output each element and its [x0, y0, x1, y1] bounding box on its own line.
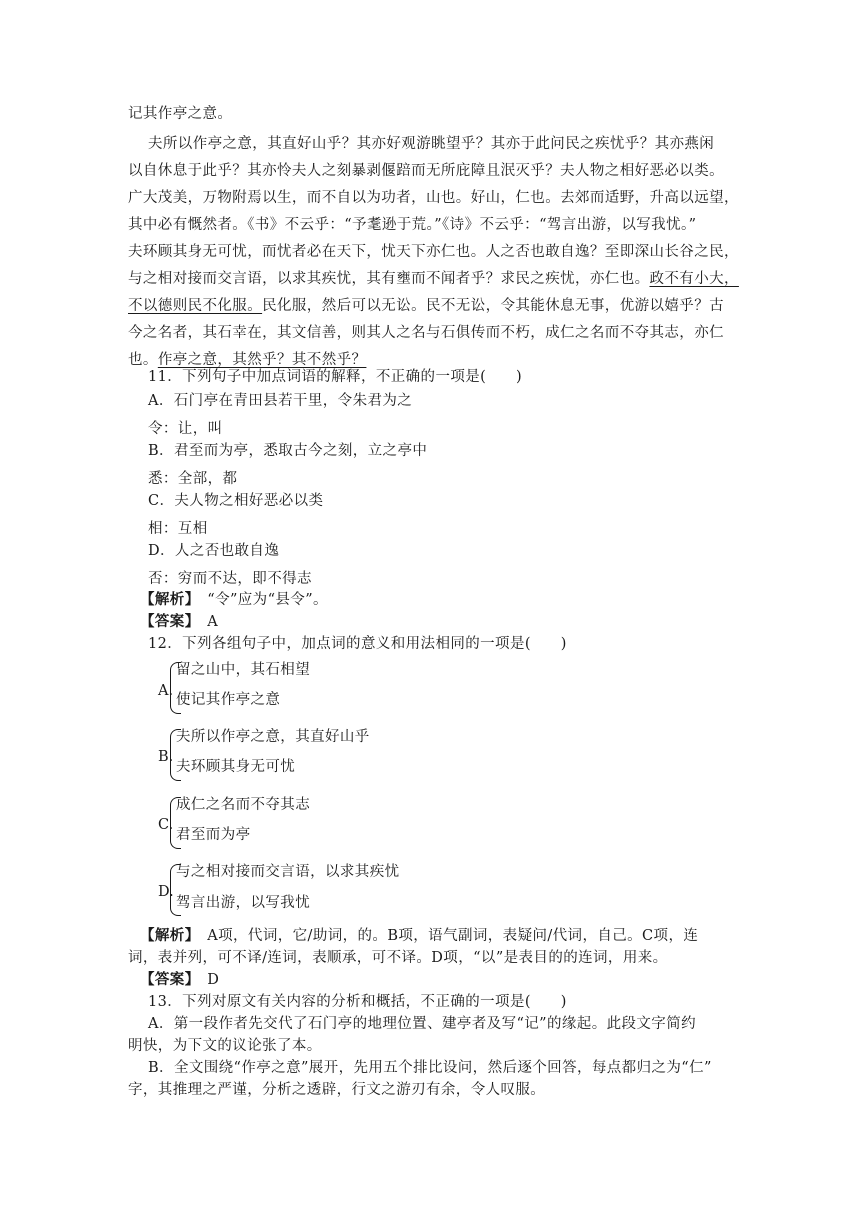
- answer-text: D: [192, 972, 220, 988]
- option-sentence: 驾言出游，以写我忧: [176, 895, 311, 911]
- passage-line: 夫环顾其身无可忧，而忧者必在天下，忧天下亦仁也。人之否也敢自逸？至即深山长谷之民，: [128, 244, 739, 260]
- option-a: A．第一段作者先交代了石门亭的地理位置、建亭者及写“记”的缘起。此段文字简约: [148, 1016, 696, 1032]
- option-a-continued: 明快，为下文的议论张了本。: [128, 1038, 322, 1054]
- answer-label: 【答案】: [140, 971, 193, 988]
- option-sentence: 成仁之名而不夺其志: [176, 797, 311, 813]
- analysis: [140, 589, 750, 611]
- option-b-continued: 字，其推理之严谨，分析之透辟，行文之游刃有余，令人叹服。: [128, 1082, 546, 1098]
- passage-text: 民化服，然后可以无讼。民不无讼，令其能休息无事，优游以嬉乎？古: [262, 298, 725, 314]
- option-label: B.: [158, 749, 174, 765]
- passage-line: [128, 268, 738, 290]
- option-sentence: 夫环顾其身无可忧: [176, 759, 296, 775]
- option-c: C．夫人物之相好恶必以类: [148, 493, 324, 509]
- passage-text: 与之相对接而交言语，以求其疾忧，其有壅而不闻者乎？求民之疾忧，亦仁也。: [128, 271, 650, 287]
- passage-line: 其中必有慨然者。《书》不云乎：“予耄逊于荒。”《诗》不云乎：“驾言出游，以写我忧。”: [128, 217, 697, 233]
- question-stem: 12．下列各组句子中，加点词的意义和用法相同的一项是( ): [148, 636, 567, 652]
- option-b: B．君至而为亭，悉取古今之刻，立之亭中: [148, 443, 428, 459]
- option-a-explanation: 令：让，叫: [148, 421, 223, 437]
- analysis-text: “令”应为“县令”。: [192, 592, 328, 608]
- option-d: D．人之否也敢自逸: [148, 543, 280, 559]
- underlined-sentence: 不以德则民不化服。: [128, 298, 263, 314]
- underlined-sentence: 作亭之意，其然乎？其不然乎？: [157, 352, 367, 368]
- answer: [140, 969, 750, 991]
- option-sentence: 君至而为亭: [176, 827, 251, 843]
- option-d-explanation: 否：穷而不达，即不得志: [148, 571, 312, 587]
- passage-line: 以自休息于此乎？其亦怜夫人之刻暴剥偃踣而无所庇障且泯灭乎？夫人物之相好恶必以类。: [128, 163, 724, 179]
- answer: [140, 611, 750, 633]
- analysis-continued: 词，表并列，可不译/连词，表顺承，可不译。D项，“以”是表目的的连词，用来。: [128, 950, 668, 966]
- passage-text: 也。: [128, 352, 158, 368]
- question-stem: 11．下列句子中加点词语的解释，不正确的一项是( ): [148, 369, 523, 385]
- option-b-explanation: 悉：全部，都: [148, 471, 238, 487]
- option-a: A．石门亭在青田县若干里，令朱君为之: [148, 393, 413, 409]
- answer-text: A: [192, 614, 219, 630]
- answer-label: 【答案】: [140, 613, 193, 630]
- option-sentence: 使记其作亭之意: [176, 692, 281, 708]
- option-c-explanation: 相：互相: [148, 521, 208, 537]
- option-label: D.: [158, 884, 174, 900]
- passage-line: 今之名者，其石幸在，其文信善，则其人之名与石俱传而不朽，成仁之名而不夺其志，亦仁: [128, 325, 724, 341]
- option-b: B．全文围绕“作亭之意”展开，先用五个排比设问，然后逐个回答，每点都归之为“仁”: [148, 1060, 712, 1076]
- analysis: [140, 925, 750, 947]
- option-label: A.: [158, 683, 174, 699]
- option-label: C.: [158, 817, 174, 833]
- passage-line: 记其作亭之意。: [128, 106, 233, 122]
- analysis-label: 【解析】: [140, 927, 193, 944]
- analysis-text: A项，代词，它/助词，的。B项，语气副词，表疑问/代词，自己。C项，连: [192, 928, 699, 944]
- passage-line: [128, 295, 738, 317]
- question-stem: 13．下列对原文有关内容的分析和概括，不正确的一项是( ): [148, 994, 567, 1010]
- option-sentence: 留之山中，其石相望: [176, 662, 311, 678]
- passage-line: 夫所以作亭之意，其直好山乎？其亦好观游眺望乎？其亦于此问民之疾忧乎？其亦燕闲: [148, 136, 715, 152]
- underlined-sentence: 政不有小大，: [649, 271, 739, 287]
- option-sentence: 夫所以作亭之意，其直好山乎: [176, 729, 370, 745]
- option-sentence: 与之相对接而交言语，以求其疾忧: [176, 864, 400, 880]
- analysis-label: 【解析】: [140, 591, 193, 608]
- passage-line: 广大茂美，万物附焉以生，而不自以为功者，山也。好山，仁也。去郊而适野，升高以远望，: [128, 190, 739, 206]
